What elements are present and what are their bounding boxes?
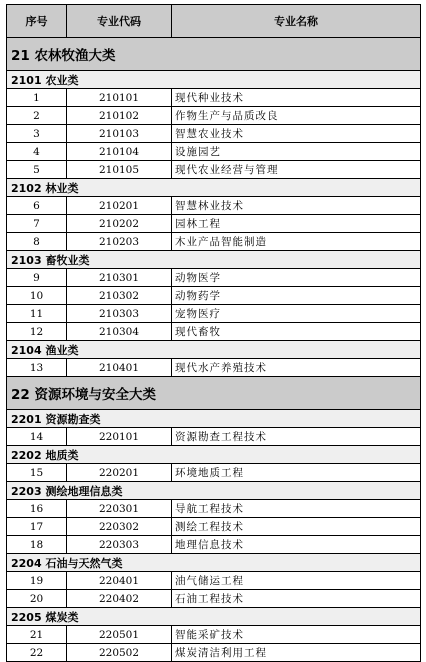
subcategory-row bbox=[7, 179, 421, 197]
row-name: 煤炭清洁利用工程 bbox=[172, 644, 421, 662]
row-name: 现代水产养殖技术 bbox=[172, 359, 421, 377]
row-seq: 20 bbox=[7, 590, 67, 608]
category-label: 21 农林牧渔大类 bbox=[7, 38, 421, 71]
table-row bbox=[7, 590, 421, 608]
table-row bbox=[7, 536, 421, 554]
table-body bbox=[7, 38, 421, 662]
subcategory-label: 2201 资源勘查类 bbox=[7, 410, 421, 428]
row-seq: 3 bbox=[7, 125, 67, 143]
row-name: 地理信息技术 bbox=[172, 536, 421, 554]
subcategory-label: 2101 农业类 bbox=[7, 71, 421, 89]
row-code: 210301 bbox=[67, 269, 172, 287]
row-seq: 16 bbox=[7, 500, 67, 518]
row-name: 木业产品智能制造 bbox=[172, 233, 421, 251]
row-code: 220302 bbox=[67, 518, 172, 536]
row-code: 210302 bbox=[67, 287, 172, 305]
row-name: 导航工程技术 bbox=[172, 500, 421, 518]
row-seq: 21 bbox=[7, 626, 67, 644]
row-seq: 2 bbox=[7, 107, 67, 125]
subcategory-row bbox=[7, 446, 421, 464]
table-row bbox=[7, 359, 421, 377]
row-seq: 7 bbox=[7, 215, 67, 233]
table-header-row bbox=[7, 5, 421, 38]
row-seq: 10 bbox=[7, 287, 67, 305]
subcategory-row bbox=[7, 554, 421, 572]
row-name: 智能采矿技术 bbox=[172, 626, 421, 644]
category-label: 22 资源环境与安全大类 bbox=[7, 377, 421, 410]
row-name: 资源勘查工程技术 bbox=[172, 428, 421, 446]
subcategory-row bbox=[7, 608, 421, 626]
row-name: 测绘工程技术 bbox=[172, 518, 421, 536]
table-row bbox=[7, 305, 421, 323]
row-code: 220401 bbox=[67, 572, 172, 590]
row-code: 220402 bbox=[67, 590, 172, 608]
row-seq: 1 bbox=[7, 89, 67, 107]
row-code: 220101 bbox=[67, 428, 172, 446]
majors-table bbox=[6, 4, 421, 662]
row-seq: 9 bbox=[7, 269, 67, 287]
row-code: 220201 bbox=[67, 464, 172, 482]
row-code: 210105 bbox=[67, 161, 172, 179]
table-row bbox=[7, 428, 421, 446]
subcategory-row bbox=[7, 251, 421, 269]
table-row bbox=[7, 197, 421, 215]
row-name: 油气储运工程 bbox=[172, 572, 421, 590]
row-seq: 12 bbox=[7, 323, 67, 341]
row-code: 210102 bbox=[67, 107, 172, 125]
row-name: 石油工程技术 bbox=[172, 590, 421, 608]
row-seq: 13 bbox=[7, 359, 67, 377]
subcategory-label: 2104 渔业类 bbox=[7, 341, 421, 359]
row-code: 220301 bbox=[67, 500, 172, 518]
row-name: 智慧林业技术 bbox=[172, 197, 421, 215]
row-seq: 5 bbox=[7, 161, 67, 179]
table-row bbox=[7, 143, 421, 161]
row-seq: 19 bbox=[7, 572, 67, 590]
row-name: 作物生产与品质改良 bbox=[172, 107, 421, 125]
row-seq: 8 bbox=[7, 233, 67, 251]
header-name: 专业名称 bbox=[172, 5, 421, 38]
subcategory-label: 2202 地质类 bbox=[7, 446, 421, 464]
header-seq: 序号 bbox=[7, 5, 67, 38]
subcategory-label: 2103 畜牧业类 bbox=[7, 251, 421, 269]
subcategory-row bbox=[7, 71, 421, 89]
row-code: 220303 bbox=[67, 536, 172, 554]
category-row bbox=[7, 377, 421, 410]
subcategory-label: 2205 煤炭类 bbox=[7, 608, 421, 626]
row-seq: 4 bbox=[7, 143, 67, 161]
table-row bbox=[7, 572, 421, 590]
subcategory-row bbox=[7, 482, 421, 500]
table-row bbox=[7, 464, 421, 482]
table-row bbox=[7, 287, 421, 305]
subcategory-label: 2102 林业类 bbox=[7, 179, 421, 197]
subcategory-label: 2203 测绘地理信息类 bbox=[7, 482, 421, 500]
row-seq: 18 bbox=[7, 536, 67, 554]
row-name: 现代农业经营与管理 bbox=[172, 161, 421, 179]
table-row bbox=[7, 269, 421, 287]
row-seq: 6 bbox=[7, 197, 67, 215]
table-row bbox=[7, 626, 421, 644]
row-code: 210304 bbox=[67, 323, 172, 341]
row-name: 动物药学 bbox=[172, 287, 421, 305]
table-row bbox=[7, 107, 421, 125]
row-code: 210303 bbox=[67, 305, 172, 323]
row-code: 210101 bbox=[67, 89, 172, 107]
row-code: 210103 bbox=[67, 125, 172, 143]
row-name: 设施园艺 bbox=[172, 143, 421, 161]
subcategory-label: 2204 石油与天然气类 bbox=[7, 554, 421, 572]
row-name: 智慧农业技术 bbox=[172, 125, 421, 143]
row-code: 210203 bbox=[67, 233, 172, 251]
table-row bbox=[7, 125, 421, 143]
table-row bbox=[7, 644, 421, 662]
row-name: 动物医学 bbox=[172, 269, 421, 287]
row-code: 220502 bbox=[67, 644, 172, 662]
row-code: 220501 bbox=[67, 626, 172, 644]
header-code: 专业代码 bbox=[67, 5, 172, 38]
row-name: 现代畜牧 bbox=[172, 323, 421, 341]
row-name: 园林工程 bbox=[172, 215, 421, 233]
category-row bbox=[7, 38, 421, 71]
table-row bbox=[7, 518, 421, 536]
subcategory-row bbox=[7, 410, 421, 428]
table-row bbox=[7, 89, 421, 107]
row-name: 现代种业技术 bbox=[172, 89, 421, 107]
row-code: 210201 bbox=[67, 197, 172, 215]
row-seq: 11 bbox=[7, 305, 67, 323]
table-row bbox=[7, 500, 421, 518]
row-seq: 15 bbox=[7, 464, 67, 482]
subcategory-row bbox=[7, 341, 421, 359]
row-seq: 22 bbox=[7, 644, 67, 662]
row-name: 环境地质工程 bbox=[172, 464, 421, 482]
row-name: 宠物医疗 bbox=[172, 305, 421, 323]
table-row bbox=[7, 161, 421, 179]
row-seq: 17 bbox=[7, 518, 67, 536]
row-code: 210104 bbox=[67, 143, 172, 161]
table-row bbox=[7, 233, 421, 251]
table-row bbox=[7, 323, 421, 341]
row-code: 210401 bbox=[67, 359, 172, 377]
row-code: 210202 bbox=[67, 215, 172, 233]
table-row bbox=[7, 215, 421, 233]
row-seq: 14 bbox=[7, 428, 67, 446]
